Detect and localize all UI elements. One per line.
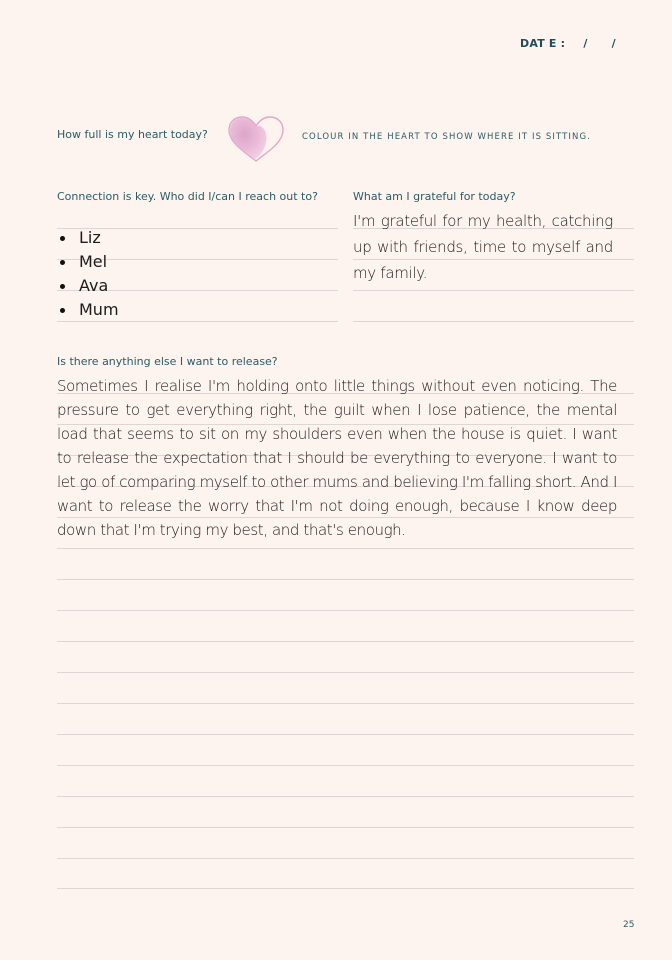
heart-prompt: How full is my heart today? bbox=[57, 128, 208, 141]
ruled-line bbox=[57, 610, 634, 611]
bullet-icon bbox=[60, 308, 65, 313]
ruled-line bbox=[57, 827, 634, 828]
ruled-line bbox=[353, 290, 634, 291]
connection-name: Ava bbox=[79, 276, 109, 295]
bullet-icon bbox=[60, 236, 65, 241]
date-separator: / bbox=[611, 37, 616, 50]
ruled-line bbox=[353, 321, 634, 322]
date-separator: / bbox=[583, 37, 588, 50]
page-number: 25 bbox=[623, 920, 635, 930]
heart-instruction: COLOUR IN THE HEART TO SHOW WHERE IT IS SITTING. bbox=[302, 132, 591, 142]
ruled-line bbox=[57, 641, 634, 642]
grateful-answer[interactable]: I'm grateful for my health, catching up with friends, time to myself and my family. bbox=[353, 212, 613, 282]
ruled-line bbox=[57, 672, 634, 673]
ruled-line bbox=[57, 548, 634, 549]
ruled-line bbox=[57, 796, 634, 797]
grateful-prompt: What am I grateful for today? bbox=[353, 190, 516, 203]
ruled-line bbox=[57, 734, 634, 735]
connection-name: Mel bbox=[79, 252, 108, 271]
heart-icon[interactable] bbox=[226, 115, 286, 165]
connection-name: Liz bbox=[79, 228, 101, 247]
date-field[interactable] bbox=[520, 37, 616, 50]
list-item bbox=[57, 250, 119, 274]
list-item bbox=[57, 298, 119, 322]
ruled-line bbox=[57, 765, 634, 766]
bullet-icon bbox=[60, 284, 65, 289]
list-item bbox=[57, 226, 119, 250]
list-item bbox=[57, 274, 119, 298]
ruled-line bbox=[57, 858, 634, 859]
bullet-icon bbox=[60, 260, 65, 265]
release-prompt: Is there anything else I want to release? bbox=[57, 355, 278, 368]
date-label: DAT E : bbox=[520, 37, 566, 50]
connection-list[interactable] bbox=[57, 226, 119, 322]
connection-name: Mum bbox=[79, 300, 119, 319]
connection-prompt: Connection is key. Who did I/can I reach out to? bbox=[57, 190, 318, 203]
release-answer[interactable]: Sometimes I realise I'm holding onto little things without even noticing. The pressure to get everything right, the guilt when I lose patience, the mental load that seems to sit on my shoulders even when the house is quiet. I want to release the expectation that I should be everything to everyone. I want to let go of comparing myself to other mums and believing I'm falling short. And I want to release the worry that I'm not doing enough, because I know deep down that I'm trying my best, and that's enough. bbox=[57, 377, 617, 539]
ruled-line bbox=[57, 888, 634, 889]
ruled-line bbox=[57, 703, 634, 704]
ruled-line bbox=[57, 579, 634, 580]
